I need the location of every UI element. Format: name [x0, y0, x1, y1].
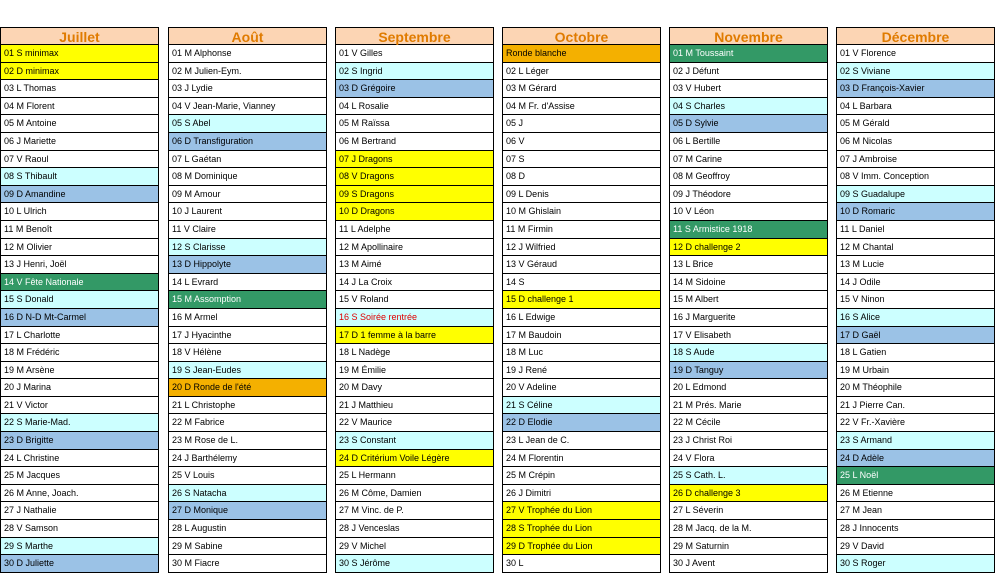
day-cell: 17 V Elisabeth: [669, 327, 828, 345]
day-cell: 29 V Michel: [335, 538, 494, 556]
day-cell: 27 L Séverin: [669, 502, 828, 520]
day-cell: 18 L Nadège: [335, 344, 494, 362]
day-cell: 04 S Charles: [669, 98, 828, 116]
month-column-0: [0, 27, 159, 576]
day-cell: 09 S Guadalupe: [836, 186, 995, 204]
day-cell: 21 L Christophe: [168, 397, 327, 415]
day-cell: 01 V Florence: [836, 45, 995, 63]
day-cell: 10 D Romaric: [836, 203, 995, 221]
day-cell: 09 S Dragons: [335, 186, 494, 204]
day-cell: 19 J René: [502, 362, 661, 380]
day-cell: 13 V Géraud: [502, 256, 661, 274]
day-cell: 17 J Hyacinthe: [168, 327, 327, 345]
day-cell: 07 S: [502, 151, 661, 169]
day-cell: 19 M Émilie: [335, 362, 494, 380]
day-cell: 02 S Ingrid: [335, 63, 494, 81]
day-cell: 13 L Brice: [669, 256, 828, 274]
day-cell: 21 J Pierre Can.: [836, 397, 995, 415]
month-column-1: [168, 27, 327, 576]
day-cell: 22 M Fabrice: [168, 414, 327, 432]
day-cell: 26 J Dimitri: [502, 485, 661, 503]
day-cell: 13 J Henri, Joël: [0, 256, 159, 274]
day-cell: 10 J Laurent: [168, 203, 327, 221]
day-cell: 11 M Benoît: [0, 221, 159, 239]
day-cell: 29 V David: [836, 538, 995, 556]
day-cell: 28 J Innocents: [836, 520, 995, 538]
day-cell: 24 M Florentin: [502, 450, 661, 468]
day-cell: 26 M Côme, Damien: [335, 485, 494, 503]
day-cell: 13 D Hippolyte: [168, 256, 327, 274]
day-cell: 20 J Marina: [0, 379, 159, 397]
day-cell: 18 M Frédéric: [0, 344, 159, 362]
day-cell: 15 M Albert: [669, 291, 828, 309]
day-cell: 16 S Alice: [836, 309, 995, 327]
day-cell: 16 D N-D Mt-Carmel: [0, 309, 159, 327]
month-column-4: [669, 27, 828, 576]
day-cell: 05 D Sylvie: [669, 115, 828, 133]
day-cell: 23 L Jean de C.: [502, 432, 661, 450]
day-cell: 27 J Nathalie: [0, 502, 159, 520]
day-cell: 14 V Fête Nationale: [0, 274, 159, 292]
day-cell: 25 S Cath. L.: [669, 467, 828, 485]
day-cell: 29 S Marthe: [0, 538, 159, 556]
day-cell: 18 M Luc: [502, 344, 661, 362]
day-cell: 13 M Aimé: [335, 256, 494, 274]
day-cell: 02 D minimax: [0, 63, 159, 81]
day-cell: 12 J Wilfried: [502, 239, 661, 257]
day-cell: 08 M Dominique: [168, 168, 327, 186]
day-cell: 22 M Cécile: [669, 414, 828, 432]
day-cell: 26 D challenge 3: [669, 485, 828, 503]
day-cell: 26 S Natacha: [168, 485, 327, 503]
day-cell: 06 L Bertille: [669, 133, 828, 151]
day-cell: 30 L: [502, 555, 661, 573]
day-cell: 22 V Maurice: [335, 414, 494, 432]
day-cell: 29 M Saturnin: [669, 538, 828, 556]
day-cell: 26 M Anne, Joach.: [0, 485, 159, 503]
day-cell: 30 J Avent: [669, 555, 828, 573]
day-cell: 28 L Augustin: [168, 520, 327, 538]
day-cell: 03 J Lydie: [168, 80, 327, 98]
day-cell: 22 D Elodie: [502, 414, 661, 432]
day-cell: 08 S Thibault: [0, 168, 159, 186]
day-cell: 05 J: [502, 115, 661, 133]
day-cell: 07 J Ambroise: [836, 151, 995, 169]
day-cell: 07 L Gaétan: [168, 151, 327, 169]
day-cell: 08 D: [502, 168, 661, 186]
day-cell: 07 J Dragons: [335, 151, 494, 169]
day-cell: 01 V Gilles: [335, 45, 494, 63]
day-cell: 27 V Trophée du Lion: [502, 502, 661, 520]
day-cell: 30 S Jérôme: [335, 555, 494, 573]
day-cell: 24 J Barthélemy: [168, 450, 327, 468]
month-column-3: [502, 27, 661, 576]
day-cell: 04 M Fr. d'Assise: [502, 98, 661, 116]
day-cell: 05 S Abel: [168, 115, 327, 133]
day-cell: 25 L Noël: [836, 467, 995, 485]
day-cell: 03 D François-Xavier: [836, 80, 995, 98]
day-cell: 02 J Défunt: [669, 63, 828, 81]
day-cell: 11 L Adelphe: [335, 221, 494, 239]
day-cell: 16 J Marguerite: [669, 309, 828, 327]
day-cell: 12 M Apollinaire: [335, 239, 494, 257]
day-cell: 19 S Jean-Eudes: [168, 362, 327, 380]
day-cell: 12 M Chantal: [836, 239, 995, 257]
day-cell: 11 M Firmin: [502, 221, 661, 239]
day-cell: 04 L Rosalie: [335, 98, 494, 116]
day-cell: 12 D challenge 2: [669, 239, 828, 257]
day-cell: 01 S minimax: [0, 45, 159, 63]
day-cell: 03 D Grégoire: [335, 80, 494, 98]
day-cell: 21 S Céline: [502, 397, 661, 415]
month-header: Septembre: [335, 27, 494, 45]
day-cell: 20 D Ronde de l'été: [168, 379, 327, 397]
day-cell: 21 J Matthieu: [335, 397, 494, 415]
day-cell: 06 M Bertrand: [335, 133, 494, 151]
day-cell: 03 L Thomas: [0, 80, 159, 98]
month-column-5: [836, 27, 995, 576]
day-cell: 01 M Alphonse: [168, 45, 327, 63]
month-header: Décembre: [836, 27, 995, 45]
month-header: Juillet: [0, 27, 159, 45]
day-cell: 28 V Samson: [0, 520, 159, 538]
day-cell: 12 S Clarisse: [168, 239, 327, 257]
day-cell: 02 L Léger: [502, 63, 661, 81]
day-cell: 18 L Gatien: [836, 344, 995, 362]
day-cell: 18 V Hélène: [168, 344, 327, 362]
day-cell: 15 M Assomption: [168, 291, 327, 309]
day-cell: 15 D challenge 1: [502, 291, 661, 309]
day-cell: 14 J Odile: [836, 274, 995, 292]
day-cell: 21 V Victor: [0, 397, 159, 415]
day-cell: 21 M Prés. Marie: [669, 397, 828, 415]
day-cell: 07 M Carine: [669, 151, 828, 169]
day-cell: 06 V: [502, 133, 661, 151]
day-cell: 28 J Venceslas: [335, 520, 494, 538]
day-cell: 08 V Dragons: [335, 168, 494, 186]
day-cell: 22 V Fr.-Xavière: [836, 414, 995, 432]
day-cell: 20 M Davy: [335, 379, 494, 397]
day-cell: 12 M Olivier: [0, 239, 159, 257]
day-cell: 24 D Critérium Voile Légère: [335, 450, 494, 468]
day-cell: 09 D Amandine: [0, 186, 159, 204]
day-cell: 10 V Léon: [669, 203, 828, 221]
month-header: Août: [168, 27, 327, 45]
day-cell: 17 D Gaël: [836, 327, 995, 345]
day-cell: 05 M Gérald: [836, 115, 995, 133]
day-cell: 04 V Jean-Marie, Vianney: [168, 98, 327, 116]
day-cell: Ronde blanche: [502, 45, 661, 63]
day-cell: 04 L Barbara: [836, 98, 995, 116]
day-cell: 10 D Dragons: [335, 203, 494, 221]
day-cell: 11 L Daniel: [836, 221, 995, 239]
day-cell: 03 V Hubert: [669, 80, 828, 98]
day-cell: 27 M Vinc. de P.: [335, 502, 494, 520]
day-cell: 04 M Florent: [0, 98, 159, 116]
day-cell: 11 V Claire: [168, 221, 327, 239]
day-cell: 19 D Tanguy: [669, 362, 828, 380]
day-cell: 23 S Armand: [836, 432, 995, 450]
month-column-2: [335, 27, 494, 576]
day-cell: 14 J La Croix: [335, 274, 494, 292]
day-cell: 18 S Aude: [669, 344, 828, 362]
day-cell: 06 M Nicolas: [836, 133, 995, 151]
day-cell: 09 L Denis: [502, 186, 661, 204]
day-cell: 11 S Armistice 1918: [669, 221, 828, 239]
day-cell: 10 M Ghislain: [502, 203, 661, 221]
day-cell: 09 M Amour: [168, 186, 327, 204]
day-cell: 17 L Charlotte: [0, 327, 159, 345]
day-cell: 16 M Armel: [168, 309, 327, 327]
day-cell: 20 M Théophile: [836, 379, 995, 397]
day-cell: 23 J Christ Roi: [669, 432, 828, 450]
day-cell: 24 V Flora: [669, 450, 828, 468]
day-cell: 08 M Geoffroy: [669, 168, 828, 186]
day-cell: 06 D Transfiguration: [168, 133, 327, 151]
day-cell: 26 M Etienne: [836, 485, 995, 503]
day-cell: 23 D Brigitte: [0, 432, 159, 450]
day-cell: 17 D 1 femme à la barre: [335, 327, 494, 345]
day-cell: 30 D Juliette: [0, 555, 159, 573]
day-cell: 19 M Urbain: [836, 362, 995, 380]
day-cell: 02 M Julien-Eym.: [168, 63, 327, 81]
month-header: Novembre: [669, 27, 828, 45]
day-cell: 27 M Jean: [836, 502, 995, 520]
day-cell: 29 M Sabine: [168, 538, 327, 556]
day-cell: 03 M Gérard: [502, 80, 661, 98]
month-header: Octobre: [502, 27, 661, 45]
day-cell: 23 S Constant: [335, 432, 494, 450]
day-cell: 28 M Jacq. de la M.: [669, 520, 828, 538]
day-cell: 09 J Théodore: [669, 186, 828, 204]
day-cell: 15 S Donald: [0, 291, 159, 309]
day-cell: 17 M Baudoin: [502, 327, 661, 345]
day-cell: 05 M Antoine: [0, 115, 159, 133]
day-cell: 15 V Roland: [335, 291, 494, 309]
day-cell: 01 M Toussaint: [669, 45, 828, 63]
day-cell: 24 L Christine: [0, 450, 159, 468]
day-cell: 14 L Evrard: [168, 274, 327, 292]
day-cell: 25 M Jacques: [0, 467, 159, 485]
day-cell: 22 S Marie-Mad.: [0, 414, 159, 432]
day-cell: 15 V Ninon: [836, 291, 995, 309]
day-cell: 25 M Crépin: [502, 467, 661, 485]
day-cell: 19 M Arsène: [0, 362, 159, 380]
day-cell: 30 M Fiacre: [168, 555, 327, 573]
day-cell: 14 S: [502, 274, 661, 292]
day-cell: 20 L Edmond: [669, 379, 828, 397]
day-cell: 27 D Monique: [168, 502, 327, 520]
day-cell: 28 S Trophée du Lion: [502, 520, 661, 538]
day-cell: 13 M Lucie: [836, 256, 995, 274]
day-cell: 20 V Adeline: [502, 379, 661, 397]
day-cell: 23 M Rose de L.: [168, 432, 327, 450]
day-cell: 30 S Roger: [836, 555, 995, 573]
day-cell: 07 V Raoul: [0, 151, 159, 169]
day-cell: 14 M Sidoine: [669, 274, 828, 292]
day-cell: 25 V Louis: [168, 467, 327, 485]
day-cell: 06 J Mariette: [0, 133, 159, 151]
day-cell: 10 L Ulrich: [0, 203, 159, 221]
day-cell: 02 S Viviane: [836, 63, 995, 81]
day-cell: 16 L Edwige: [502, 309, 661, 327]
day-cell: 05 M Raïssa: [335, 115, 494, 133]
day-cell: 24 D Adèle: [836, 450, 995, 468]
day-cell: 29 D Trophée du Lion: [502, 538, 661, 556]
day-cell: 16 S Soirée rentrée: [335, 309, 494, 327]
day-cell: 08 V Imm. Conception: [836, 168, 995, 186]
day-cell: 25 L Hermann: [335, 467, 494, 485]
